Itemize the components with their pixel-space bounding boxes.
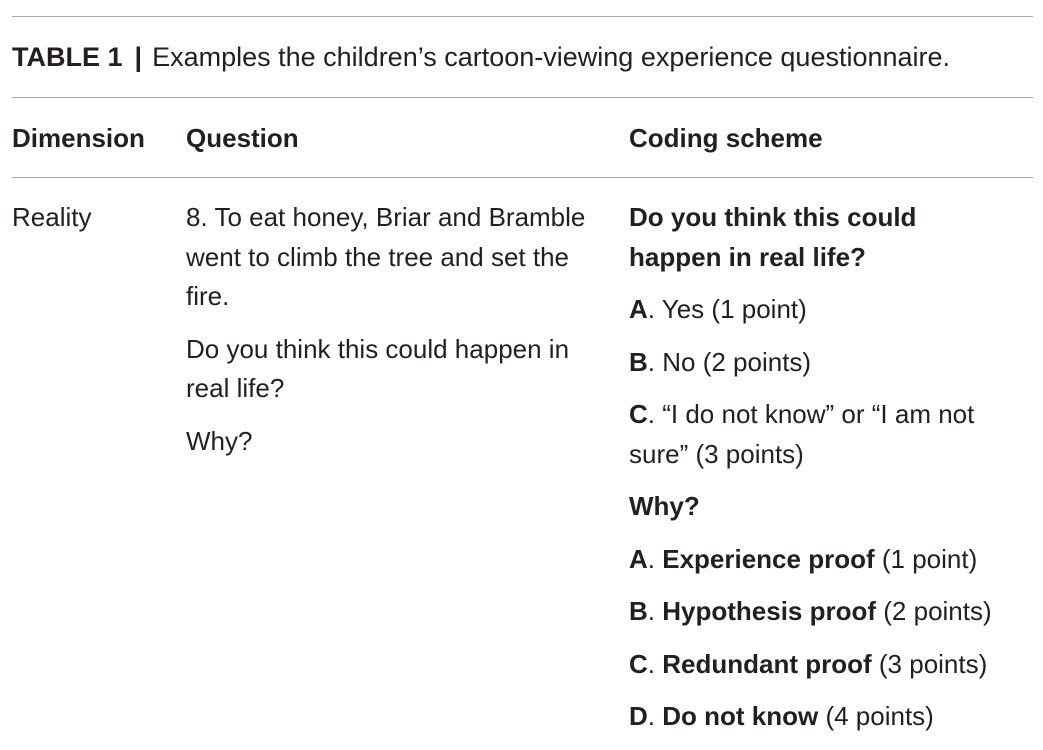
coding-q2-option: C. Redundant proof (3 points) <box>629 648 988 679</box>
table-caption <box>12 40 950 74</box>
question-item: 8. To eat honey, Briar and Bramble went to climb the tree and set the fire. <box>186 202 586 311</box>
coding-q2-option: D. Do not know (4 points) <box>629 701 934 731</box>
caption-text: Examples the children’s cartoon-viewing experience questionnaire. <box>152 42 951 72</box>
header-coding-scheme: Coding scheme <box>629 123 823 153</box>
question-why: Why? <box>186 425 253 456</box>
cell-dimension <box>12 198 91 238</box>
table-label: TABLE 1 <box>12 42 123 72</box>
coding-q2-option: B. Hypothesis proof (2 points) <box>629 596 992 626</box>
question-prompt: Do you think this could happen in real life? <box>186 333 570 403</box>
coding-q2-heading: Why? <box>629 491 700 521</box>
coding-q2-option: A. Experience proof (1 point) <box>629 543 978 574</box>
header-question: Question <box>186 123 299 153</box>
dimension-value: Reality <box>12 202 92 232</box>
header-rule <box>12 177 1033 178</box>
cell-question <box>186 198 591 461</box>
header-dimension: Dimension <box>12 123 145 153</box>
coding-q1-heading: Do you think this could happen in real life? <box>629 202 917 272</box>
caption-rule <box>12 97 1033 98</box>
caption-separator: | <box>134 42 143 72</box>
coding-q1-option: B. No (2 points) <box>629 346 812 377</box>
cell-coding-scheme <box>629 198 1033 750</box>
coding-q1-option: A. Yes (1 point) <box>629 294 807 324</box>
coding-q1-option: C. “I do not know” or “I am not sure” (3 points) <box>629 399 975 469</box>
top-rule <box>12 16 1033 17</box>
